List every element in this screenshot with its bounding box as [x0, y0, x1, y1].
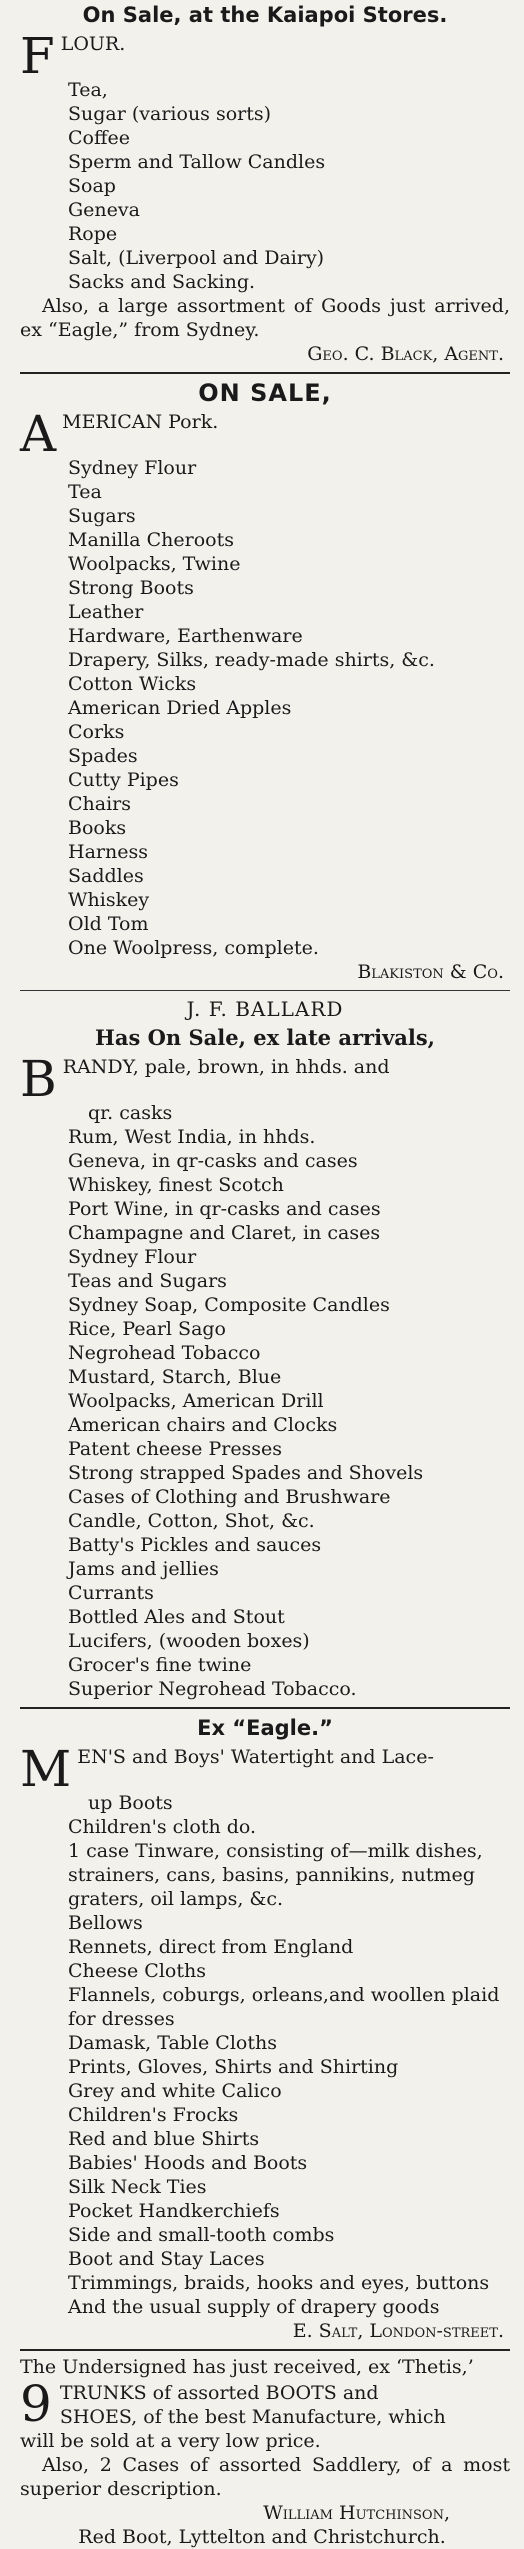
list-item: Strong strapped Spades and Shovels [68, 1462, 424, 1484]
divider [20, 372, 510, 374]
drop-cap: A [20, 405, 57, 463]
ad-signature: William Hutchinson, [263, 2502, 450, 2524]
list-item: Coffee [68, 127, 130, 149]
list-item: Grey and white Calico [68, 2080, 282, 2102]
list-item: Spades [68, 745, 138, 767]
list-item: Flannels, coburgs, orleans,and woollen plaid for dresses [68, 1984, 500, 2030]
list-item: Woolpacks, American Drill [68, 1390, 324, 1412]
divider [20, 2349, 510, 2351]
ad-signature: Geo. C. Black, Agent. [307, 343, 504, 365]
ad-subhead: Has On Sale, ex late arrivals, [95, 1025, 435, 1050]
list-item: Geneva, in qr-casks and cases [68, 1150, 358, 1172]
ad-intro: The Undersigned has just received, ex ‘Thetis,’ [20, 2356, 474, 2378]
list-item: Red and blue Shirts [68, 2128, 260, 2150]
lead-line: will be sold at a very low price. [20, 2430, 321, 2452]
lead-line: SHOES, of the best Manufacture, which [59, 2406, 446, 2428]
ad-ballard [20, 995, 510, 1701]
drop-cap: 9 [20, 2375, 52, 2433]
lead-text: RANDY, pale, brown, in hhds. and [62, 1056, 390, 1078]
list-item: Tea, [68, 79, 108, 101]
list-item: Pocket Handkerchiefs [68, 2200, 280, 2222]
list-item: Drapery, Silks, ready-made shirts, &c. [68, 649, 435, 671]
list-item: Strong Boots [68, 577, 194, 599]
list-item: Tea [68, 481, 102, 503]
list-item: up Boots [88, 1792, 173, 1814]
ad-signature: E. Salt, London-street. [292, 2320, 504, 2342]
lead-text: MERICAN Pork. [62, 411, 219, 433]
divider [20, 990, 510, 991]
ad-lead [20, 27, 510, 85]
ad-lead [20, 2375, 510, 2433]
list-item: Mustard, Starch, Blue [68, 1366, 282, 1388]
list-item: Soap [68, 175, 116, 197]
list-item: Lucifers, (wooden boxes) [68, 1630, 310, 1652]
ad-headline: On Sale, at the Kaiapoi Stores. [82, 3, 448, 27]
list-item: Salt, (Liverpool and Dairy) [68, 247, 325, 269]
list-item: Geneva [68, 199, 140, 221]
list-item: 1 case Tinware, consisting of—milk dishes, strainers, cans, basins, pannikins, nutmeg graters, oil lamps, &c. [68, 1840, 483, 1910]
list-item: Sugar (various sorts) [68, 103, 272, 125]
list-item: Leather [68, 601, 144, 623]
list-item: Silk Neck Ties [68, 2176, 207, 2198]
advertiser-name: J. F. BALLARD [186, 997, 344, 1021]
list-item: Babies' Hoods and Boots [68, 2152, 308, 2174]
list-item: Jams and jellies [68, 1558, 219, 1580]
drop-cap: M [20, 1740, 72, 1798]
list-item: Superior Negrohead Tobacco. [68, 1678, 357, 1700]
lead-text: EN'S and Boys' Watertight and Lace- [77, 1746, 434, 1768]
list-item: Teas and Sugars [68, 1270, 227, 1292]
list-item: Sugars [68, 505, 136, 527]
drop-cap: B [20, 1050, 57, 1108]
item-list-cont [20, 1791, 510, 1815]
list-item: Port Wine, in qr-casks and cases [68, 1198, 381, 1220]
list-item: Woolpacks, Twine [68, 553, 241, 575]
list-item: Grocer's fine twine [68, 1654, 252, 1676]
ad-note: Also, a large assortment of Goods just arrived, ex “Eagle,” from Sydney. [20, 295, 510, 341]
list-item: Saddles [68, 865, 144, 887]
ad-address: Red Boot, Lyttelton and Christchurch. [78, 2526, 446, 2548]
item-list [20, 456, 510, 960]
item-list [20, 1125, 510, 1701]
list-item: Children's cloth do. [68, 1816, 257, 1838]
ad-signature: Blakiston & Co. [357, 961, 504, 983]
list-item: Rennets, direct from England [68, 1936, 354, 1958]
list-item: Bottled Ales and Stout [68, 1606, 285, 1628]
lead-text [60, 2381, 446, 2429]
drop-cap: F [20, 27, 55, 85]
list-item: Negrohead Tobacco [68, 1342, 261, 1364]
list-item: Hardware, Earthenware [68, 625, 303, 647]
ad-headline: Ex “Eagle.” [197, 1716, 333, 1740]
list-item: Rice, Pearl Sago [68, 1318, 226, 1340]
ad-note: Also, 2 Cases of assorted Saddlery, of a most superior description. [20, 2454, 510, 2500]
list-item: Children's Frocks [68, 2104, 239, 2126]
ad-headline: ON SALE, [198, 379, 332, 407]
list-item: Harness [68, 841, 148, 863]
list-item: One Woolpress, complete. [68, 937, 319, 959]
list-item: Patent cheese Presses [68, 1438, 283, 1460]
list-item: Sacks and Sacking. [68, 271, 256, 293]
list-item: Bellows [68, 1912, 143, 1934]
list-item: Old Tom [68, 913, 149, 935]
list-item: Champagne and Claret, in cases [68, 1222, 381, 1244]
list-item: Cotton Wicks [68, 673, 197, 695]
list-item: Damask, Table Cloths [68, 2032, 277, 2054]
list-item: Side and small-tooth combs [68, 2224, 335, 2246]
list-item: Sydney Flour [68, 457, 197, 479]
ad-hutchinson [20, 2355, 510, 2549]
list-item: And the usual supply of drapery goods [68, 2296, 440, 2318]
list-item: Boot and Stay Laces [68, 2248, 265, 2270]
list-item: Cutty Pipes [68, 769, 179, 791]
list-item: Whiskey [68, 889, 150, 911]
list-item: Prints, Gloves, Shirts and Shirting [68, 2056, 399, 2078]
list-item: Currants [68, 1582, 154, 1604]
list-item: Sperm and Tallow Candles [68, 151, 326, 173]
item-list [20, 1815, 510, 2319]
list-item: Books [68, 817, 127, 839]
item-list-cont [20, 1101, 510, 1125]
list-item: Sydney Flour [68, 1246, 197, 1268]
ad-lead [20, 1050, 510, 1108]
list-item: Chairs [68, 793, 132, 815]
divider [20, 1707, 510, 1709]
list-item: American chairs and Clocks [68, 1414, 338, 1436]
ad-salt [20, 1713, 510, 2343]
ad-blakiston [20, 378, 510, 984]
ad-lead [20, 405, 510, 463]
lead-line: TRUNKS of assorted BOOTS and [59, 2382, 379, 2404]
list-item: Candle, Cotton, Shot, &c. [68, 1510, 315, 1532]
list-item: Sydney Soap, Composite Candles [68, 1294, 390, 1316]
lead-text: LOUR. [60, 33, 126, 55]
list-item: Manilla Cheroots [68, 529, 234, 551]
list-item: Rum, West India, in hhds. [68, 1126, 316, 1148]
list-item: Batty's Pickles and sauces [68, 1534, 322, 1556]
list-item: Rope [68, 223, 118, 245]
list-item: qr. casks [88, 1102, 173, 1124]
list-item: Trimmings, braids, hooks and eyes, buttons [68, 2272, 490, 2294]
ad-kaiapoi-stores [20, 0, 510, 366]
list-item: Whiskey, finest Scotch [68, 1174, 284, 1196]
list-item: American Dried Apples [68, 697, 292, 719]
item-list [20, 78, 510, 294]
list-item: Corks [68, 721, 125, 743]
list-item: Cases of Clothing and Brushware [68, 1486, 391, 1508]
list-item: Cheese Cloths [68, 1960, 206, 1982]
ad-lead [20, 1740, 510, 1798]
